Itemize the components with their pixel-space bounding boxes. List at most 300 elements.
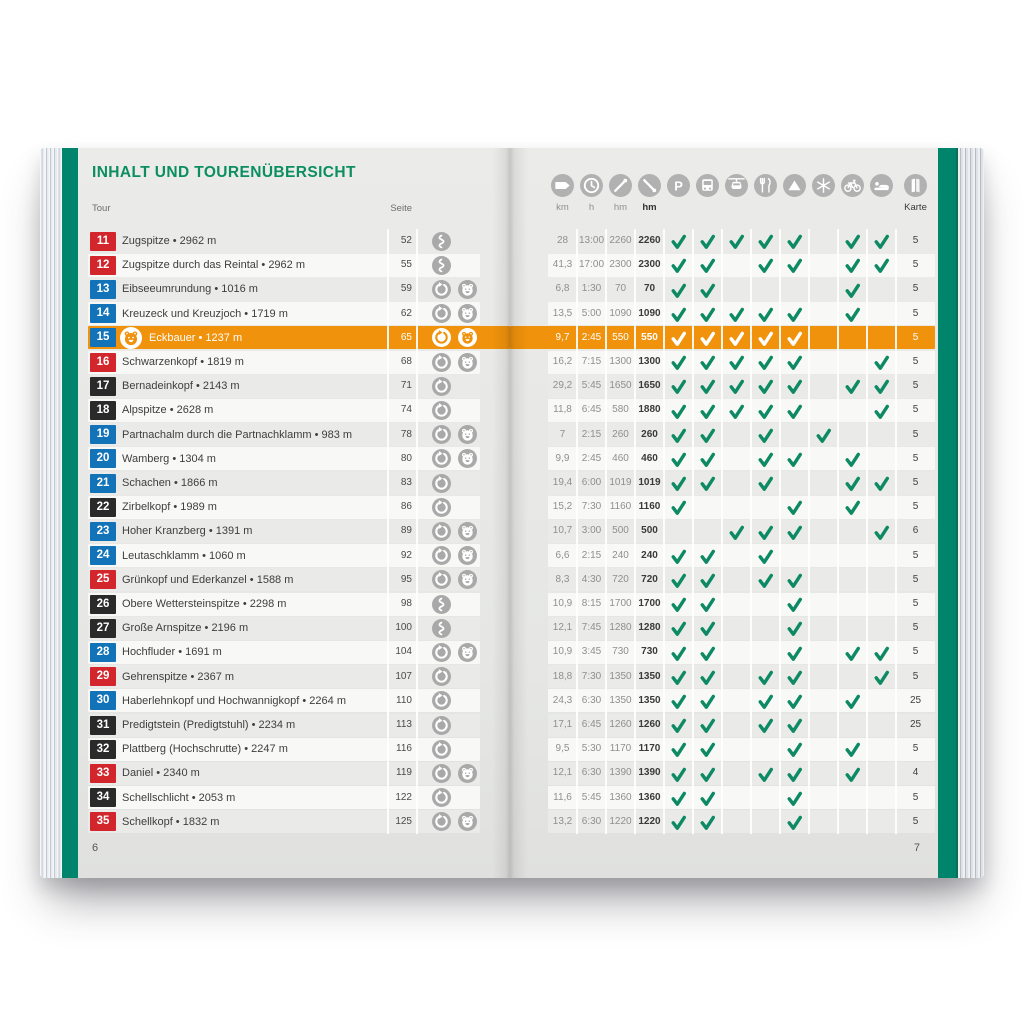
hm-down-value: 260 xyxy=(641,428,658,440)
tour-label: Grünkopf und Ederkanzel • 1588 m xyxy=(122,573,294,586)
check-icon xyxy=(699,306,716,322)
check-icon xyxy=(815,427,832,443)
hm-up-value: 1350 xyxy=(609,694,632,706)
hm-up-value: 1160 xyxy=(609,501,632,513)
hm-down-value: 1360 xyxy=(638,791,661,803)
tour-column-header: Tour xyxy=(92,203,111,214)
hm-up-value: 500 xyxy=(612,525,629,537)
tour-row xyxy=(78,398,510,422)
km-value: 15,2 xyxy=(552,501,573,513)
tour-row xyxy=(510,398,938,422)
hm-up-value: 70 xyxy=(614,283,627,295)
karte-value: 5 xyxy=(912,404,919,416)
h-value: 2:45 xyxy=(581,331,602,343)
family-icon xyxy=(458,522,477,541)
tour-row xyxy=(510,519,938,543)
hm-up-value: 730 xyxy=(612,646,629,658)
tour-row xyxy=(510,277,938,301)
check-icon xyxy=(844,499,861,515)
tour-row xyxy=(510,326,938,350)
h-value: 6:45 xyxy=(581,404,602,416)
tour-row xyxy=(78,423,510,447)
tour-row xyxy=(510,374,938,398)
check-icon xyxy=(786,306,803,322)
seite-value: 125 xyxy=(395,815,412,827)
seite-value: 110 xyxy=(396,694,412,706)
hm-up-value: 1650 xyxy=(609,380,632,392)
karte-value: 5 xyxy=(912,598,919,609)
hm-up-value: 1700 xyxy=(609,598,632,609)
check-icon xyxy=(757,354,774,370)
check-icon xyxy=(670,306,687,322)
family-icon xyxy=(458,643,477,662)
check-icon xyxy=(699,233,716,249)
right-page xyxy=(510,148,938,878)
check-icon xyxy=(844,451,861,467)
check-icon xyxy=(699,282,716,298)
tour-row xyxy=(510,568,938,592)
karte-value: 5 xyxy=(912,815,919,827)
km-value: 12,1 xyxy=(552,767,573,779)
check-icon xyxy=(873,669,890,685)
tour-label: Daniel • 2340 m xyxy=(122,767,200,780)
check-icon xyxy=(786,499,803,515)
check-icon xyxy=(699,330,716,346)
tour-row xyxy=(510,423,938,447)
check-icon xyxy=(757,766,774,782)
hm-down-value: 1650 xyxy=(638,380,661,392)
tour-row xyxy=(78,544,510,568)
check-icon xyxy=(786,620,803,636)
check-icon xyxy=(728,378,745,394)
roundtrip-icon xyxy=(432,449,451,468)
check-icon xyxy=(844,766,861,782)
check-icon xyxy=(670,475,687,491)
check-icon xyxy=(670,717,687,733)
seite-value: 52 xyxy=(400,235,412,246)
hm-down-value: 730 xyxy=(641,646,658,658)
seite-value: 83 xyxy=(400,477,412,488)
check-icon xyxy=(844,257,861,273)
km-value: 10,7 xyxy=(552,525,573,537)
seite-value: 92 xyxy=(400,549,412,561)
tour-row xyxy=(78,350,510,374)
check-icon xyxy=(844,645,861,661)
tour-number-badge: 30 xyxy=(90,691,116,710)
tour-row xyxy=(78,737,510,761)
karte-value: 5 xyxy=(912,791,919,803)
hm-down-value: 460 xyxy=(641,452,658,464)
check-icon xyxy=(786,451,803,467)
h-value: 7:15 xyxy=(581,356,602,367)
seite-value: 100 xyxy=(395,622,412,634)
tour-number-badge: 25 xyxy=(90,570,116,589)
seite-value: 116 xyxy=(396,743,412,755)
seite-value: 98 xyxy=(400,598,412,609)
check-icon xyxy=(670,257,687,273)
hm-up-value: 2260 xyxy=(609,235,632,246)
tour-label: Plattberg (Hochschrutte) • 2247 m xyxy=(122,743,288,756)
check-icon xyxy=(786,645,803,661)
h-value: 5:45 xyxy=(581,791,602,803)
tour-label: Predigtstein (Predigtstuhl) • 2234 m xyxy=(122,719,296,731)
roundtrip-icon xyxy=(432,716,451,735)
check-icon xyxy=(873,257,890,273)
h-value: 5:00 xyxy=(581,307,602,319)
tour-number-badge: 35 xyxy=(90,812,116,831)
km-value: 24,3 xyxy=(552,694,573,706)
roundtrip-icon xyxy=(432,812,451,831)
check-icon xyxy=(786,669,803,685)
tour-number-badge: 32 xyxy=(90,740,116,759)
check-icon xyxy=(670,330,687,346)
h-value: 6:30 xyxy=(581,694,602,706)
check-icon xyxy=(670,620,687,636)
seite-value: 86 xyxy=(400,501,412,513)
family-icon xyxy=(458,546,477,565)
check-icon xyxy=(786,693,803,709)
seite-value: 104 xyxy=(395,646,412,658)
check-icon xyxy=(757,306,774,322)
check-icon xyxy=(699,548,716,564)
tour-number-badge: 33 xyxy=(90,764,116,783)
h-value: 5:30 xyxy=(581,743,602,755)
roundtrip-icon xyxy=(432,425,451,444)
hm-down-value: 1350 xyxy=(638,694,661,706)
tour-number-badge: 18 xyxy=(90,401,116,420)
h-value: 6:45 xyxy=(581,719,602,730)
karte-value: 6 xyxy=(912,525,919,537)
check-icon xyxy=(757,378,774,394)
tour-label: Schachen • 1866 m xyxy=(122,477,218,489)
page-title: INHALT UND TOURENÜBERSICHT xyxy=(92,164,356,181)
hm-up-value: 1390 xyxy=(609,767,632,779)
h-value: 6:30 xyxy=(581,767,602,779)
check-icon xyxy=(699,257,716,273)
hm-down-value: 2300 xyxy=(638,259,661,271)
tour-row xyxy=(510,350,938,374)
tour-row xyxy=(78,277,510,301)
h-value: 1:30 xyxy=(581,283,602,295)
check-icon xyxy=(786,330,803,346)
roundtrip-icon xyxy=(432,570,451,589)
family-icon xyxy=(458,304,477,323)
km-value: 6,6 xyxy=(555,549,570,561)
tour-number-badge: 12 xyxy=(90,256,116,275)
check-icon xyxy=(757,233,774,249)
tour-number-badge: 27 xyxy=(90,619,116,638)
check-icon xyxy=(699,717,716,733)
seite-value: 68 xyxy=(400,356,412,367)
hm-down-value: 70 xyxy=(643,283,656,295)
check-icon xyxy=(844,282,861,298)
karte-value: 5 xyxy=(912,549,919,561)
hm-down-value: 1390 xyxy=(638,767,661,779)
seite-value: 71 xyxy=(400,380,412,392)
roundtrip-icon xyxy=(432,377,451,396)
check-icon xyxy=(699,378,716,394)
tour-label: Gehrenspitze • 2367 m xyxy=(122,670,235,683)
family-icon xyxy=(458,812,477,831)
karte-value: 5 xyxy=(912,573,919,585)
check-icon xyxy=(670,499,687,515)
check-icon xyxy=(699,669,716,685)
km-value: 6,8 xyxy=(555,283,570,295)
tour-row xyxy=(510,810,938,834)
check-icon xyxy=(786,741,803,757)
bear-smiley-icon xyxy=(120,327,142,349)
seite-value: 113 xyxy=(396,719,412,730)
tour-label: Partnachalm durch die Partnachklamm • 983 m xyxy=(122,428,353,441)
roundtrip-icon xyxy=(432,667,451,686)
karte-value: 4 xyxy=(912,767,919,779)
check-icon xyxy=(699,475,716,491)
roundtrip-icon xyxy=(432,522,451,541)
h-label: h xyxy=(588,202,595,213)
karte-value: 25 xyxy=(909,719,922,730)
seite-value: 95 xyxy=(400,573,412,585)
km-value: 9,5 xyxy=(555,743,570,755)
seite-value: 80 xyxy=(400,452,412,464)
h-value: 13:00 xyxy=(578,235,605,246)
check-icon xyxy=(670,378,687,394)
check-icon xyxy=(670,354,687,370)
roundtrip-icon xyxy=(432,280,451,299)
check-icon xyxy=(670,596,687,612)
tour-label: Leutaschklamm • 1060 m xyxy=(122,549,246,562)
roundtrip-icon xyxy=(432,304,451,323)
check-icon xyxy=(728,524,745,540)
hm-up-value: 1360 xyxy=(609,791,632,803)
check-icon xyxy=(786,378,803,394)
hm-up-value: 1220 xyxy=(609,815,632,827)
tour-row xyxy=(78,253,510,277)
tour-label: Hoher Kranzberg • 1391 m xyxy=(122,525,253,538)
hm-down-value: 1300 xyxy=(638,356,661,367)
tour-row xyxy=(78,665,510,689)
check-icon xyxy=(670,741,687,757)
alpine-route-icon xyxy=(432,232,451,251)
tour-label: Hochfluder • 1691 m xyxy=(122,646,222,659)
page-stack-right xyxy=(956,148,984,878)
family-icon xyxy=(458,280,477,299)
tour-row xyxy=(78,689,510,713)
check-icon xyxy=(786,766,803,782)
tour-row xyxy=(78,568,510,592)
left-rows xyxy=(78,148,510,878)
tour-row xyxy=(78,495,510,519)
check-icon xyxy=(786,233,803,249)
roundtrip-icon xyxy=(432,498,451,517)
check-icon xyxy=(757,548,774,564)
h-value: 3:45 xyxy=(581,646,602,658)
karte-value: 5 xyxy=(912,259,919,271)
tour-row xyxy=(78,326,510,350)
alpine-route-icon xyxy=(432,256,451,275)
karte-value: 5 xyxy=(912,743,919,755)
hm-down-value: 1350 xyxy=(638,670,661,682)
km-value: 11,6 xyxy=(553,791,572,803)
tour-label: Bernadeinkopf • 2143 m xyxy=(122,380,240,393)
check-icon xyxy=(786,596,803,612)
tour-number-badge: 20 xyxy=(90,449,116,468)
check-icon xyxy=(873,403,890,419)
roundtrip-icon xyxy=(432,740,451,759)
check-icon xyxy=(670,669,687,685)
km-value: 8,3 xyxy=(555,573,570,585)
hm-down-value: 720 xyxy=(641,573,658,585)
tour-label: Eibseeumrundung • 1016 m xyxy=(122,283,258,296)
check-icon xyxy=(844,306,861,322)
check-icon xyxy=(699,451,716,467)
green-bar-left xyxy=(62,148,78,878)
check-icon xyxy=(786,524,803,540)
check-icon xyxy=(757,693,774,709)
tour-label: Zugspitze durch das Reintal • 2962 m xyxy=(122,259,306,272)
check-icon xyxy=(670,403,687,419)
seite-value: 65 xyxy=(400,331,412,343)
tour-label: Schellkopf • 1832 m xyxy=(122,815,220,828)
tour-label: Große Arnspitze • 2196 m xyxy=(122,622,249,635)
hm-down-value: 1170 xyxy=(638,743,661,755)
tour-number-badge: 19 xyxy=(90,425,116,444)
check-icon xyxy=(699,403,716,419)
hm-up-value: 1019 xyxy=(609,477,632,488)
check-icon xyxy=(873,475,890,491)
tour-number-badge: 31 xyxy=(90,716,116,735)
km-value: 13,2 xyxy=(552,815,573,827)
km-value: 7 xyxy=(559,428,566,440)
check-icon xyxy=(728,306,745,322)
h-value: 7:30 xyxy=(581,670,602,682)
km-value: 17,1 xyxy=(552,719,573,730)
km-value: 29,2 xyxy=(552,380,573,392)
check-icon xyxy=(873,354,890,370)
karte-value: 5 xyxy=(912,356,919,367)
tour-row xyxy=(78,713,510,737)
page-stack-left xyxy=(40,148,62,878)
family-icon xyxy=(458,449,477,468)
check-icon xyxy=(786,354,803,370)
check-icon xyxy=(757,669,774,685)
tour-label: Zirbelkopf • 1989 m xyxy=(122,501,217,514)
roundtrip-icon xyxy=(432,474,451,493)
check-icon xyxy=(670,693,687,709)
h-value: 2:15 xyxy=(581,549,602,561)
tour-row xyxy=(510,616,938,640)
hm-down-value: 1019 xyxy=(638,477,661,488)
check-icon xyxy=(699,572,716,588)
check-icon xyxy=(699,814,716,830)
family-icon xyxy=(458,425,477,444)
tour-label: Kreuzeck und Kreuzjoch • 1719 m xyxy=(122,307,288,320)
check-icon xyxy=(757,257,774,273)
check-icon xyxy=(728,233,745,249)
tour-row xyxy=(78,519,510,543)
seite-value: 62 xyxy=(400,307,412,319)
right-page-number: 7 xyxy=(913,842,920,854)
hm-up-value: 1260 xyxy=(609,719,632,730)
h-value: 2:15 xyxy=(581,428,602,440)
tour-label: Eckbauer • 1237 m xyxy=(149,331,243,344)
tour-number-badge: 16 xyxy=(90,353,116,372)
check-icon xyxy=(786,717,803,733)
h-value: 8:15 xyxy=(581,598,602,609)
km-label: km xyxy=(556,202,569,213)
km-value: 9,7 xyxy=(555,331,570,343)
roundtrip-icon xyxy=(432,546,451,565)
hm-up-value: 1090 xyxy=(609,307,632,319)
tour-row xyxy=(78,592,510,616)
karte-value: 5 xyxy=(912,501,919,513)
roundtrip-icon xyxy=(432,401,451,420)
hm-down-value: 240 xyxy=(641,549,658,561)
green-bar-right xyxy=(938,148,956,878)
tour-number-badge: 17 xyxy=(90,377,116,396)
check-icon xyxy=(670,233,687,249)
seite-column-header: Seite xyxy=(390,203,412,214)
check-icon xyxy=(699,427,716,443)
check-icon xyxy=(786,790,803,806)
tour-number-badge: 28 xyxy=(90,643,116,662)
check-icon xyxy=(670,790,687,806)
h-value: 17:00 xyxy=(578,259,605,271)
check-icon xyxy=(728,330,745,346)
hm-up-value: 580 xyxy=(612,404,629,416)
check-icon xyxy=(873,645,890,661)
seite-value: 74 xyxy=(400,404,412,416)
km-value: 12,1 xyxy=(552,622,573,634)
hm-up-value: 1170 xyxy=(609,743,632,755)
right-rows xyxy=(510,148,938,878)
tour-number-badge: 26 xyxy=(90,595,116,614)
family-icon xyxy=(458,328,477,347)
hm-down-value: 1280 xyxy=(638,622,661,634)
hm-down-value: 550 xyxy=(641,331,658,343)
check-icon xyxy=(699,693,716,709)
hm-down-value: 500 xyxy=(641,525,658,537)
tour-row xyxy=(510,713,938,737)
tour-row xyxy=(510,447,938,471)
karte-column-header: Karte xyxy=(904,202,927,213)
check-icon xyxy=(699,354,716,370)
tour-row xyxy=(510,229,938,253)
roundtrip-icon xyxy=(432,353,451,372)
tour-row xyxy=(510,737,938,761)
left-page-number: 6 xyxy=(92,842,99,854)
check-icon xyxy=(757,451,774,467)
tour-row xyxy=(510,761,938,785)
hm-down-value: 1160 xyxy=(638,501,661,513)
tour-number-badge: 14 xyxy=(90,304,116,323)
seite-value: 122 xyxy=(395,791,412,803)
km-value: 9,9 xyxy=(555,452,570,464)
check-icon xyxy=(757,403,774,419)
tour-number-badge: 29 xyxy=(90,667,116,686)
karte-value: 5 xyxy=(912,670,919,682)
tour-label: Schwarzenkopf • 1819 m xyxy=(122,356,244,368)
check-icon xyxy=(699,596,716,612)
check-icon xyxy=(699,766,716,782)
tour-row xyxy=(78,302,510,326)
alpine-route-icon xyxy=(432,619,451,638)
check-icon xyxy=(844,233,861,249)
hm-up-value: 1350 xyxy=(609,670,632,682)
karte-value: 5 xyxy=(912,428,919,440)
tour-row xyxy=(78,810,510,834)
tour-row xyxy=(78,640,510,664)
tour-number-badge: 11 xyxy=(90,232,116,251)
